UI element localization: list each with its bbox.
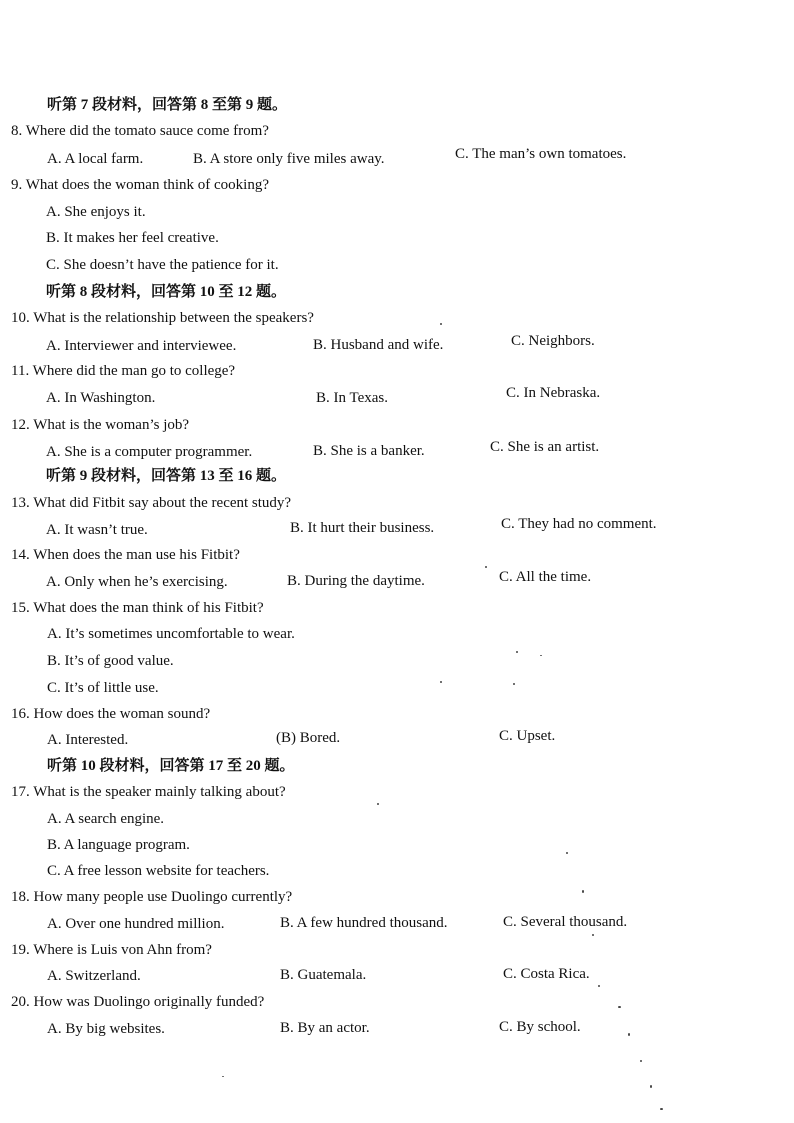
option-16b: (B) Bored. bbox=[276, 730, 341, 746]
scan-speck bbox=[660, 1108, 663, 1110]
option-9a: A. She enjoys it. bbox=[46, 204, 146, 220]
option-8c: C. The man’s own tomatoes. bbox=[455, 146, 627, 162]
option-12b: B. She is a banker. bbox=[313, 443, 425, 459]
option-11b: B. In Texas. bbox=[316, 390, 388, 406]
option-12c: C. She is an artist. bbox=[490, 439, 600, 455]
scan-speck bbox=[592, 934, 594, 936]
option-17b: B. A language program. bbox=[47, 837, 190, 853]
scan-speck bbox=[440, 323, 442, 325]
option-18c: C. Several thousand. bbox=[503, 914, 628, 930]
scan-speck bbox=[628, 1033, 630, 1036]
scan-speck bbox=[566, 852, 568, 854]
question-12: 12. What is the woman’s job? bbox=[11, 417, 190, 433]
section-header: 听第 8 段材料，回答第 10 至 12 题。 bbox=[46, 284, 287, 300]
scan-speck bbox=[440, 681, 442, 683]
question-8: 8. Where did the tomato sauce come from? bbox=[11, 123, 269, 139]
scan-speck bbox=[516, 651, 518, 653]
option-17a: A. A search engine. bbox=[47, 811, 165, 827]
scan-speck bbox=[377, 803, 379, 805]
option-9b: B. It makes her feel creative. bbox=[46, 230, 219, 246]
question-16: 16. How does the woman sound? bbox=[11, 706, 211, 722]
scan-speck bbox=[582, 890, 584, 893]
question-20: 20. How was Duolingo originally funded? bbox=[11, 994, 265, 1010]
option-20c: C. By school. bbox=[499, 1019, 581, 1035]
scan-speck bbox=[513, 683, 515, 685]
option-19b: B. Guatemala. bbox=[280, 967, 367, 983]
option-11a: A. In Washington. bbox=[46, 390, 156, 406]
section-header: 听第 10 段材料，回答第 17 至 20 题。 bbox=[47, 758, 295, 774]
option-18a: A. Over one hundred million. bbox=[47, 916, 225, 932]
option-8a: A. A local farm. bbox=[47, 151, 144, 167]
section-header: 听第 7 段材料，回答第 8 至第 9 题。 bbox=[47, 97, 288, 113]
option-20b: B. By an actor. bbox=[280, 1020, 370, 1036]
scan-speck bbox=[222, 1076, 224, 1077]
option-14a: A. Only when he’s exercising. bbox=[46, 574, 228, 590]
question-14: 14. When does the man use his Fitbit? bbox=[11, 547, 240, 563]
question-18: 18. How many people use Duolingo currently? bbox=[11, 889, 293, 905]
option-11c: C. In Nebraska. bbox=[506, 385, 601, 401]
question-9: 9. What does the woman think of cooking? bbox=[11, 177, 270, 193]
option-19a: A. Switzerland. bbox=[47, 968, 141, 984]
option-14c: C. All the time. bbox=[499, 569, 592, 585]
option-10c: C. Neighbors. bbox=[511, 333, 595, 349]
question-17: 17. What is the speaker mainly talking about? bbox=[11, 784, 286, 800]
option-8b: B. A store only five miles away. bbox=[193, 151, 385, 167]
option-13c: C. They had no comment. bbox=[501, 516, 657, 532]
scan-speck bbox=[618, 1006, 621, 1008]
option-13b: B. It hurt their business. bbox=[290, 520, 435, 536]
option-16c: C. Upset. bbox=[499, 728, 556, 744]
option-20a: A. By big websites. bbox=[47, 1021, 165, 1037]
section-header: 听第 9 段材料，回答第 13 至 16 题。 bbox=[46, 468, 287, 484]
option-16a: A. Interested. bbox=[47, 732, 129, 748]
question-15: 15. What does the man think of his Fitbit? bbox=[11, 600, 264, 616]
option-10b: B. Husband and wife. bbox=[313, 337, 444, 353]
question-11: 11. Where did the man go to college? bbox=[11, 363, 236, 379]
question-10: 10. What is the relationship between the speakers? bbox=[11, 310, 314, 326]
scan-speck bbox=[650, 1085, 652, 1088]
option-10a: A. Interviewer and interviewee. bbox=[46, 338, 237, 354]
question-13: 13. What did Fitbit say about the recent study? bbox=[11, 495, 292, 511]
option-15a: A. It’s sometimes uncomfortable to wear. bbox=[47, 626, 295, 642]
question-19: 19. Where is Luis von Ahn from? bbox=[11, 942, 212, 958]
scan-speck bbox=[640, 1060, 642, 1062]
option-14b: B. During the daytime. bbox=[287, 573, 425, 589]
option-15c: C. It’s of little use. bbox=[47, 680, 159, 696]
scan-speck bbox=[598, 985, 600, 987]
option-13a: A. It wasn’t true. bbox=[46, 522, 148, 538]
scan-speck bbox=[540, 655, 542, 656]
option-17c: C. A free lesson website for teachers. bbox=[47, 863, 270, 879]
option-15b: B. It’s of good value. bbox=[47, 653, 174, 669]
scan-speck bbox=[485, 566, 487, 568]
option-9c: C. She doesn’t have the patience for it. bbox=[46, 257, 279, 273]
option-19c: C. Costa Rica. bbox=[503, 966, 590, 982]
option-18b: B. A few hundred thousand. bbox=[280, 915, 448, 931]
option-12a: A. She is a computer programmer. bbox=[46, 444, 253, 460]
